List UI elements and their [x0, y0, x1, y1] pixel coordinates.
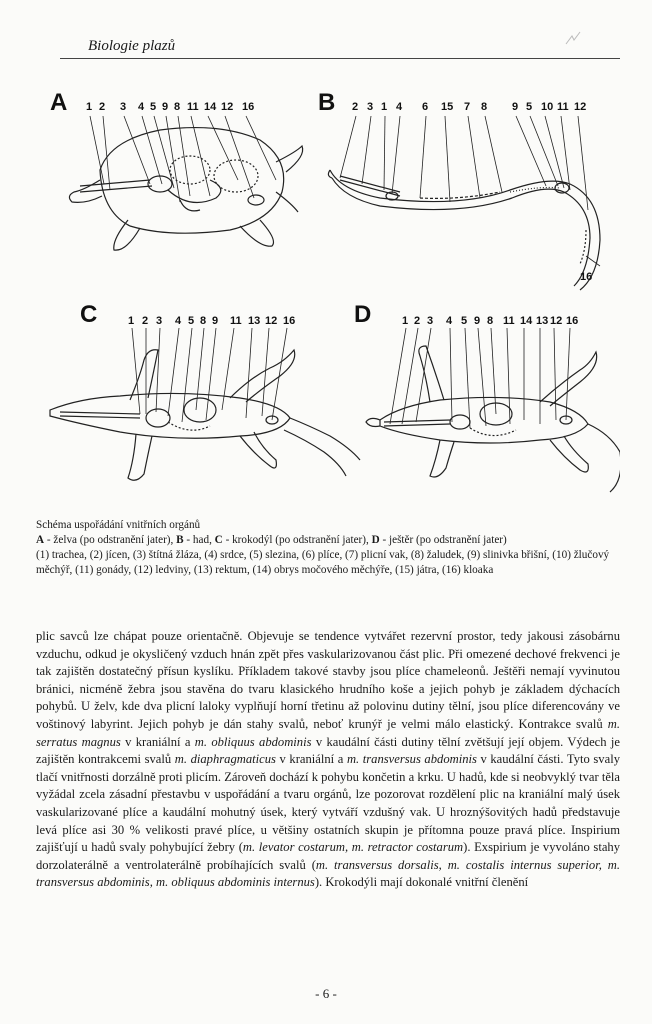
- organ-number-label: 16: [283, 315, 296, 327]
- muscle-term-5: m. levator costarum, m. retractor costarum: [242, 840, 464, 855]
- organ-number-label-cloaca: 16: [580, 271, 593, 283]
- organ-number-label: 3: [427, 315, 434, 327]
- organ-number-label: 8: [200, 315, 207, 327]
- organ-number-label: 6: [422, 101, 429, 113]
- organ-number-label: 13: [536, 315, 549, 327]
- organ-number-label: 2: [99, 101, 106, 113]
- organ-number-label: 1: [402, 315, 409, 327]
- muscle-term-1: m. serratus magnus: [36, 716, 620, 749]
- organ-number-label: 12: [265, 315, 278, 327]
- organ-number-label: 12: [221, 101, 234, 113]
- legend-key-c: C: [214, 534, 223, 546]
- panel-letter-a: A: [50, 89, 68, 116]
- body-text-5: v kaudální části. Tyto svaly tlačí vnitřnosti dorzálně proti plicím. Zároveň dochází k pohybu končetin a krku. U hadů, kde si neobvyklý tvar těla vyžádal zcela zásadní přestavbu v uspořádání a tvaru orgánů, lze pozorovat rozdělení plic na kraniální malý úsek vaskularizované plíce a kaudální mohutný úsek, který vytváří vzdušný vak. U hroznýšovitých hadů představuje levá plíce asi 30 % velikosti pravé plíce, u většiny ostatních skupin je přítomna pouze pravá plíce. Inspirium zajišťují u hadů svaly pohybující žebry (: [36, 752, 620, 855]
- organ-number-label: 11: [503, 315, 515, 327]
- organ-number-label: 9: [474, 315, 481, 327]
- panel-c-crocodile: [50, 328, 360, 480]
- organ-number-label: 5: [150, 101, 157, 113]
- muscle-term-3: m. diaphragmaticus: [174, 752, 276, 767]
- organ-number-label: 3: [120, 101, 127, 113]
- running-header: [60, 36, 620, 59]
- organ-number-label: 5: [188, 315, 195, 327]
- organ-number-label: 10: [541, 101, 554, 113]
- scan-speck: [560, 26, 590, 50]
- anatomy-figure: [40, 80, 620, 510]
- panel-d-lizard: [366, 328, 620, 492]
- organ-number-label: 12: [550, 315, 563, 327]
- header-title: Biologie plazů: [88, 38, 176, 54]
- organ-number-label: 11: [187, 101, 199, 113]
- organ-number-label: 1: [86, 101, 93, 113]
- legend-key-d: D: [371, 534, 380, 546]
- organ-number-label: 16: [242, 101, 255, 113]
- legend-key-b: B: [176, 534, 184, 546]
- organ-number-label: 9: [512, 101, 519, 113]
- organ-number-label: 4: [446, 315, 453, 327]
- organ-number-label: 7: [464, 101, 471, 113]
- figure-caption: [36, 518, 620, 578]
- page-number: - 6 -: [315, 986, 337, 1001]
- muscle-term-6: m. transversus dorsalis, m. costalis internus superior, m. transversus abdominis, m. obliquus abdominis internus: [36, 857, 621, 890]
- organ-number-label: 9: [212, 315, 219, 327]
- legend-text-a: - želva (po odstranění jater),: [44, 534, 177, 546]
- panel-a-turtle: [69, 116, 302, 250]
- muscle-term-4: m. transversus abdominis: [346, 752, 477, 767]
- body-text-7: ). Krokodýli mají dokonalé vnitřní členění: [314, 875, 529, 890]
- organ-number-label: 5: [526, 101, 533, 113]
- legend-text-d: - ještěr (po odstranění jater): [379, 534, 507, 546]
- body-text-2: v kraniální a: [120, 734, 195, 749]
- organ-diagrams: [40, 80, 620, 510]
- organ-number-label: 4: [175, 315, 182, 327]
- organ-number-label: 9: [162, 101, 169, 113]
- organ-number-label: 12: [574, 101, 587, 113]
- body-text-3: v kaudální části dutiny tělní zvětšují její objem. Výdech je zajištěn kontrakcemi svalů: [36, 734, 620, 767]
- panel-letter-b: B: [318, 89, 336, 116]
- organ-number-label: 5: [461, 315, 468, 327]
- caption-legend: [36, 533, 620, 548]
- organ-number-label: 11: [557, 101, 569, 113]
- body-text-1: plic savců lze chápat pouze orientačně. Objevuje se tendence vytvářet rezervní prostor, tedy jakousi zásobárnu vzduchu, odkud je okysličený vzduch hnán zpět přes vaskularizovanou část plic. Při omezené dechové frekvenci je tak zajištěn dostatečný přísun kyslíku. Příkladem takové stavby jsou plíce chameleonů. Ještěři nemají vyvinutou bránici, nicméně žebra jsou stavěna do tvaru klasického hrudního koše a jejich pohyb je základem dýchacích pohybů. U želv, kde dva plicní laloky vyplňují horní třetinu až polovinu dutiny tělní, jsou plíce diferencovány ve voštinový labyrint. Jejich pohyb je dán stahy svalů, neboť krunýř je velmi málo elastický. Kontrakce svalů: [36, 629, 620, 731]
- organ-number-label: 8: [487, 315, 494, 327]
- organ-number-label: 4: [138, 101, 145, 113]
- organ-number-label: 3: [156, 315, 163, 327]
- body-paragraph: [36, 628, 620, 892]
- organ-number-label: 15: [441, 101, 454, 113]
- caption-organ-list: (1) trachea, (2) jícen, (3) štítná žláza, (4) srdce, (5) slezina, (6) plíce, (7) plicní vak, (8) žaludek, (9) slinivka břišní, (10) žlučový měchýř, (11) gonády, (12) ledviny, (13) rektum, (14) obrys močového měchýře, (15) játra, (16) kloaka: [36, 549, 610, 576]
- organ-number-label: 13: [248, 315, 261, 327]
- body-text-6: ). Exspirium je vyvoláno stahy dorzolaterálně a ventrolaterálně probíhajících svalů (: [36, 840, 621, 872]
- organ-number-label: 14: [520, 315, 533, 327]
- body-text-4: v kraniální a: [275, 752, 347, 767]
- panel-b-snake: [328, 116, 600, 290]
- organ-number-label: 1: [128, 315, 135, 327]
- caption-title: Schéma uspořádání vnitřních orgánů: [36, 519, 201, 531]
- panel-letter-c: C: [80, 301, 98, 328]
- legend-text-c: - krokodýl (po odstranění jater),: [222, 534, 372, 546]
- muscle-term-2: m. obliquus abdominis: [194, 734, 312, 749]
- organ-number-label: 2: [142, 315, 149, 327]
- organ-number-label: 1: [381, 101, 388, 113]
- organ-number-labels: [86, 101, 592, 327]
- organ-number-label: 8: [481, 101, 488, 113]
- organ-number-label: 14: [204, 101, 217, 113]
- organ-number-label: 4: [396, 101, 403, 113]
- organ-number-label: 16: [566, 315, 579, 327]
- panel-letter-d: D: [354, 301, 372, 328]
- legend-text-b: - had,: [183, 534, 215, 546]
- organ-number-label: 2: [414, 315, 421, 327]
- organ-number-label: 11: [230, 315, 242, 327]
- organ-number-label: 2: [352, 101, 359, 113]
- organ-number-label: 8: [174, 101, 181, 113]
- organ-number-label: 3: [367, 101, 374, 113]
- legend-key-a: A: [36, 534, 45, 546]
